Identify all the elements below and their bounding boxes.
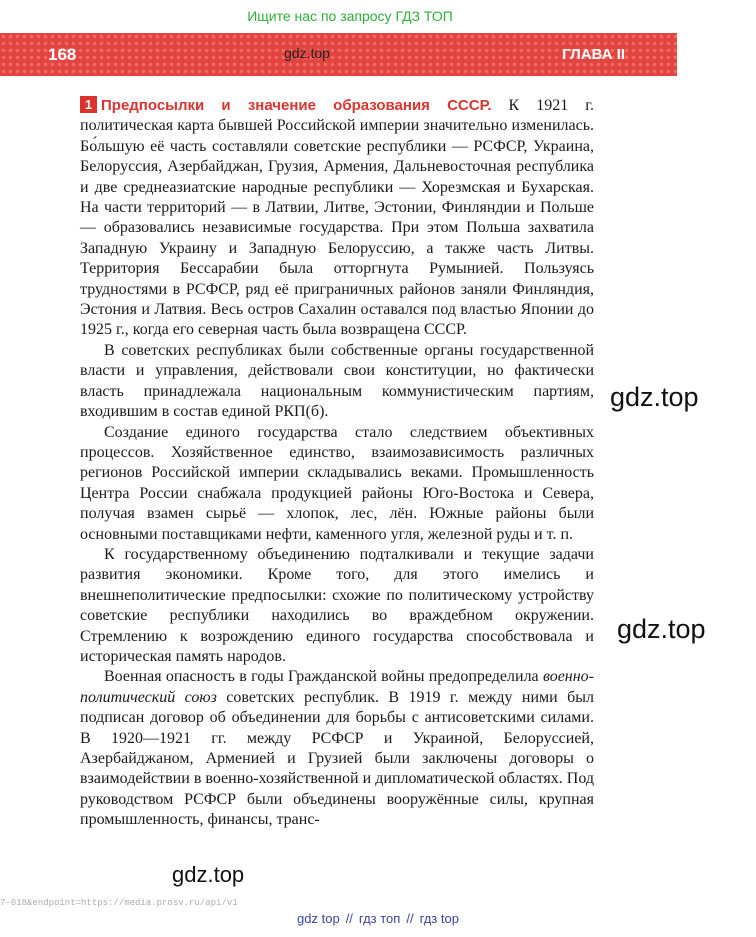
watermark-1: gdz.top — [610, 382, 699, 412]
page-number: 168 — [48, 45, 77, 64]
paragraph-2: В советских республиках были собственные органы государственной власти и управления, действовали свои конституции, но фактически власть принадлежала национальным коммунистическим партиям, входившим в состав единой РКП(б). — [80, 341, 594, 421]
url-fragment: 7-018&endpoint=https://media.prosv.ru/api/v1 — [0, 898, 238, 908]
page-header — [0, 33, 677, 76]
section-number-badge: 1 — [80, 96, 97, 113]
paragraph-5-rest: советских республик. В 1919 г. между ними был подписан договор об объединении для борьбы с антисоветскими силами. В 1920—1921 гг. между РСФСР и Украиной, Белоруссией, Азербайджаном, Арменией и Грузией были заключены договоры о взаимодействии в военно-хозяйственной и дипломатической областях. Под руководством РСФСР были объединены вооружённые силы, крупная промышленность, финансы, транс- — [80, 688, 595, 829]
top-banner: Ищите нас по запросу ГДЗ ТОП — [247, 8, 453, 24]
watermark-2: gdz.top — [617, 614, 706, 644]
bottom-link-gdz-top-ru[interactable]: гдз топ — [358, 911, 401, 926]
bottom-link-gdz-top-mixed[interactable]: гдз top — [419, 911, 459, 926]
chapter-label: ГЛАВА II — [562, 46, 625, 63]
bottom-links — [0, 911, 756, 926]
main-text — [80, 96, 594, 831]
header-watermark: gdz.top — [284, 45, 330, 61]
paragraph-5 — [80, 667, 594, 830]
bottom-link-gdz-top[interactable]: gdz top — [297, 911, 340, 926]
link-separator: // — [345, 911, 353, 926]
link-separator: // — [406, 911, 414, 926]
paragraph-3: Создание единого государства стало следствием объективных процессов. Хозяйственное единство, взаимозависимость различных регионов Российской империи складывались веками. Промышленность Центра России снабжала продукцией районы Юго-Востока и Севера, получая взамен сырьё — хлопок, лес, лён. Южные районы были основными поставщиками нефти, каменного угля, железной руды и т. п. — [80, 423, 594, 543]
paragraph-1 — [80, 96, 594, 341]
paragraph-1-text: К 1921 г. политическая карта бывшей Российской империи значительно изменилась. Бо́льшую её часть составляли советские республики — РСФСР, Украина, Белоруссия, Азербайджан, Грузия, Армения, Дальневосточная республика и две среднеазиатские народные республики — Хорезмская и Бухарская. На части территорий — в Латвии, Литве, Эстонии, Финляндии и Польше — образовались независимые государства. При этом Польша захватила Западную Украину и Западную Белоруссию, а также часть Литвы. Территория Бессарабии была отторгнута Румынией. Пользуясь трудностями в РСФСР, ряд её приграничных районов заняли Финляндия, Эстония и Латвия. Весь остров Сахалин оставался под властью Японии до 1925 г., когда его северная часть была возвращена СССР. — [80, 97, 594, 339]
italic-term: военно-политический союз — [80, 668, 595, 706]
watermark-3: gdz.top — [172, 862, 245, 887]
paragraph-4: К государственному объединению подталкивали и текущие задачи развития экономики. Кроме того, для этого имелись и внешнеполитические предпосылки: схожие по политическому устройству советские республики находились во враждебном окружении. Стремлению к возрождению единого государства способствовала и историческая память народов. — [80, 545, 594, 665]
paragraph-5-lead: Военная опасность в годы Гражданской войны предопределила — [104, 668, 539, 686]
section-title: Предпосылки и значение образования СССР. — [101, 97, 492, 114]
